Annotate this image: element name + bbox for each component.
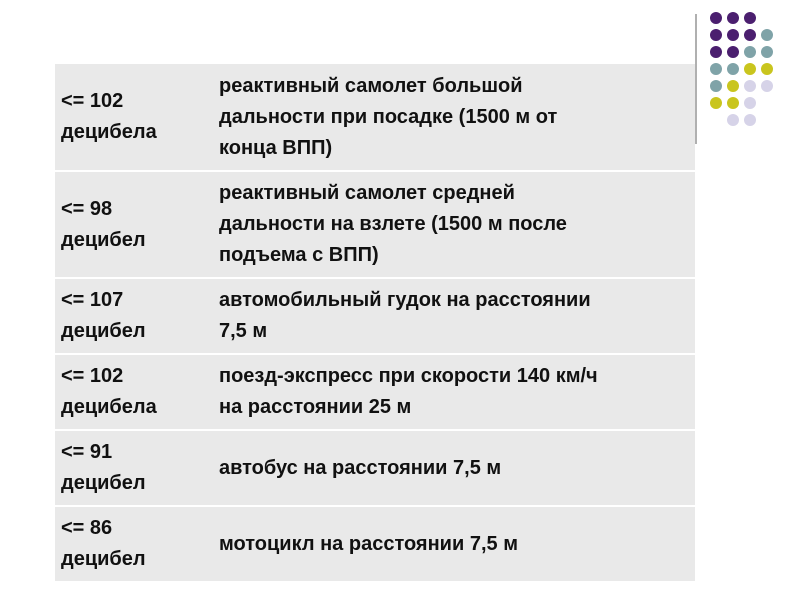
noise-source-cell [207,172,695,279]
noise-source-text: дальности при посадке (1500 м от [219,105,558,128]
noise-level-unit: децибела [61,121,157,143]
noise-level-unit: децибела [61,396,157,418]
decor-dot [744,114,756,126]
noise-source-text: автобус на расстоянии 7,5 м [219,456,502,479]
decor-dot [727,12,739,24]
table-row [55,507,695,583]
noise-source-text: дальности на взлете (1500 м после [219,213,567,235]
decor-dot [710,80,722,92]
noise-source-text: подъема с ВПП) [219,244,379,266]
noise-level-cell [55,355,207,431]
noise-level-unit: децибел [61,320,146,342]
decor-dot [744,46,756,58]
table-row [55,431,695,507]
noise-levels-table [55,64,695,583]
noise-level-value: <= 107 [61,289,124,311]
noise-source-text: мотоцикл на расстоянии 7,5 м [219,532,518,555]
noise-level-unit: децибел [61,548,146,570]
divider-line [695,14,697,144]
noise-level-value: <= 98 [61,197,113,220]
decor-dot [710,46,722,58]
noise-source-text: реактивный самолет большой [219,74,523,97]
noise-source-text: автомобильный гудок на расстоянии [219,289,591,311]
decor-dot [727,29,739,41]
decor-dot [727,80,739,92]
table-row [55,355,695,431]
table-row [55,279,695,355]
noise-source-text: конца ВПП) [219,136,333,159]
table-row [55,172,695,279]
noise-source-text: на расстоянии 25 м [219,396,412,418]
decor-dot [727,114,739,126]
decor-dot [727,97,739,109]
decor-dot [710,12,722,24]
decor-dot [727,63,739,75]
decorative-dot-grid [710,12,790,132]
decor-dot [744,12,756,24]
decor-dot [710,97,722,109]
decor-dot [744,63,756,75]
noise-source-text: 7,5 м [219,320,268,342]
noise-source-cell [207,507,695,583]
decor-dot [761,46,773,58]
noise-source-cell [207,279,695,355]
decor-dot [744,97,756,109]
noise-level-unit: децибел [61,228,146,251]
decor-dot [727,46,739,58]
noise-level-value: <= 102 [61,365,124,387]
noise-level-cell [55,279,207,355]
noise-source-cell [207,355,695,431]
noise-source-cell [207,431,695,507]
noise-level-cell [55,64,207,172]
noise-level-value: <= 91 [61,441,113,463]
decor-dot [744,29,756,41]
decor-dot [744,80,756,92]
decor-dot [761,80,773,92]
table-row [55,64,695,172]
noise-level-unit: децибел [61,472,146,494]
noise-level-cell [55,431,207,507]
noise-source-text: поезд-экспресс при скорости 140 км/ч [219,365,598,387]
decor-dot [710,63,722,75]
decor-dot [761,63,773,75]
noise-source-text: реактивный самолет средней [219,182,515,204]
decor-dot [761,29,773,41]
noise-level-value: <= 86 [61,517,113,539]
noise-level-value: <= 102 [61,90,124,112]
noise-level-cell [55,172,207,279]
noise-level-cell [55,507,207,583]
noise-source-cell [207,64,695,172]
decor-dot [710,29,722,41]
